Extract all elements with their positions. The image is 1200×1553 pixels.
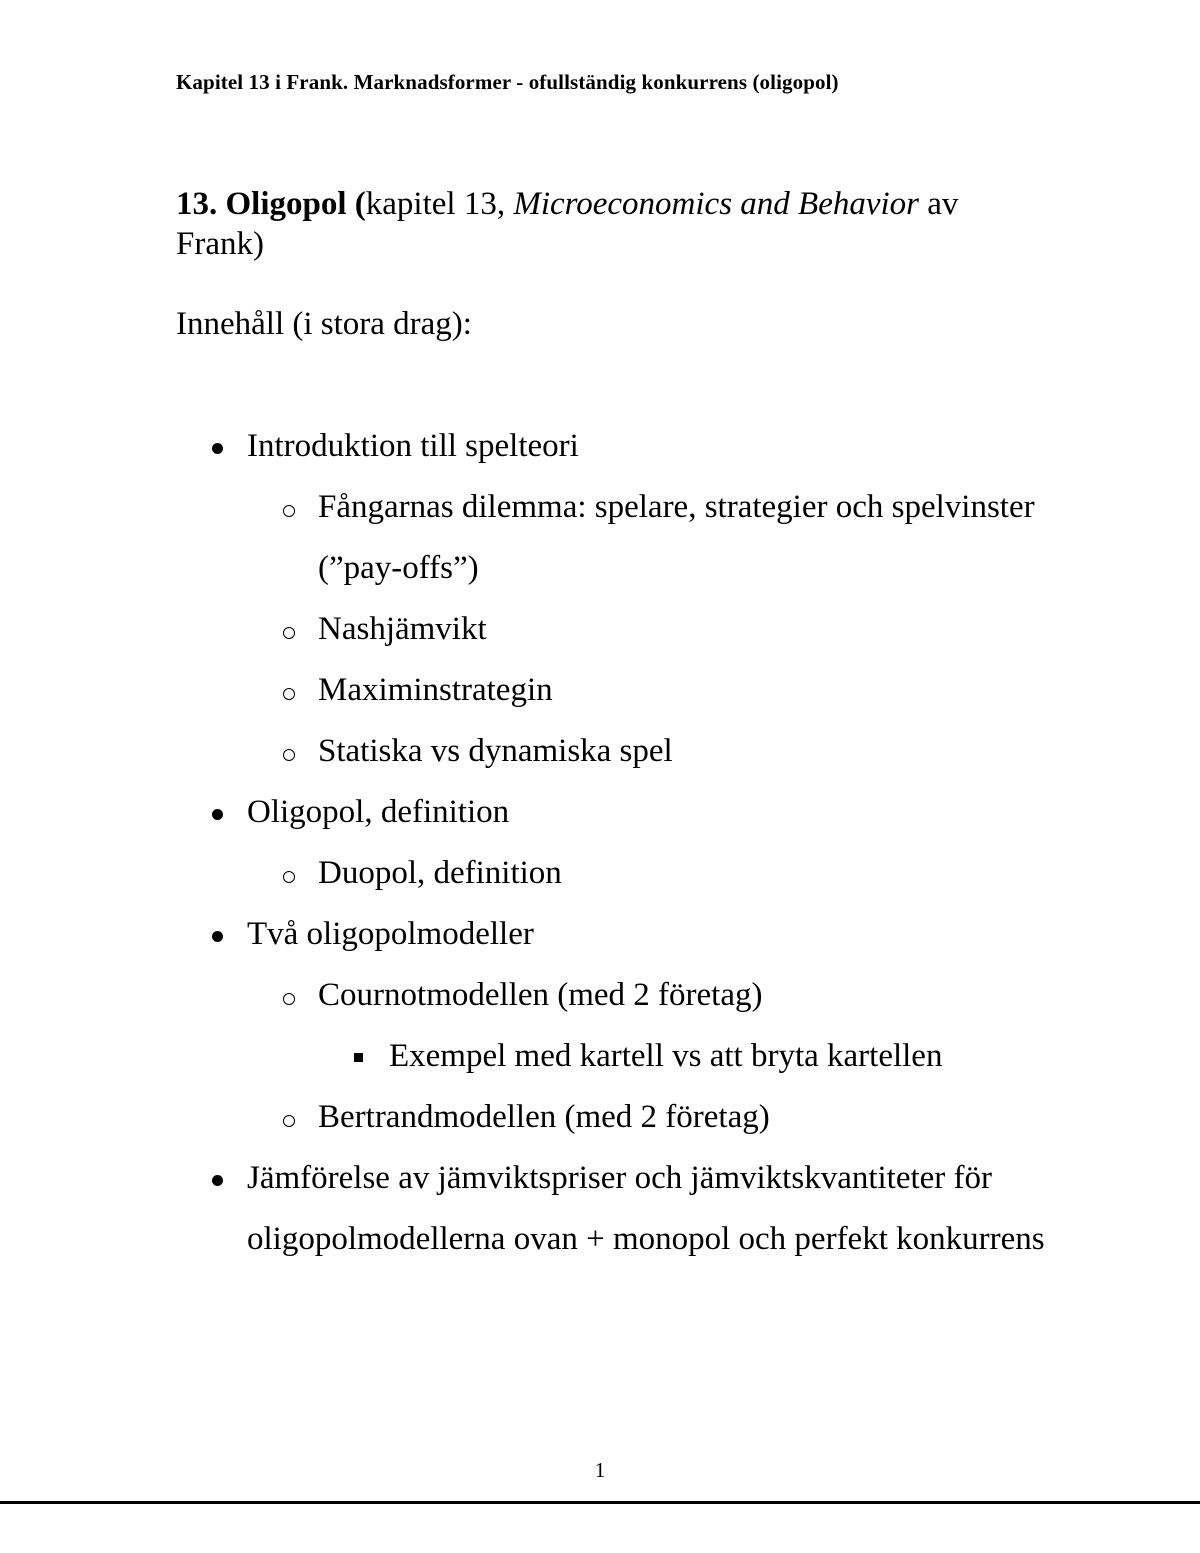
list-item: [176, 721, 1046, 782]
bottom-divider: [0, 1501, 1200, 1504]
list-item-text: Nashjämvikt: [318, 611, 487, 647]
list-item-text: Duopol, definition: [318, 855, 562, 891]
list-item-text: Oligopol, definition: [247, 794, 510, 830]
author-suffix: av Frank): [176, 186, 959, 262]
list-item-text: Jämförelse av jämviktspriser och jämviktskvantiteter för oligopolmodellerna ovan + monopol och perfekt konkurrens: [247, 1160, 1045, 1257]
list-item: [176, 660, 1046, 721]
list-item-text: Maximinstrategin: [318, 672, 553, 708]
list-item-text: Introduktion till spelteori: [247, 428, 579, 464]
list-item-text: Två oligopolmodeller: [247, 916, 534, 952]
list-item: [176, 965, 1046, 1026]
list-item: [176, 1148, 1046, 1270]
list-item: [176, 782, 1046, 843]
bullet-circle-icon: [283, 477, 295, 538]
list-item: [176, 1087, 1046, 1148]
list-item: [176, 843, 1046, 904]
bullet-disc-icon: [212, 1148, 223, 1209]
bullet-circle-icon: [283, 721, 295, 782]
list-item-text: Cournotmodellen (med 2 företag): [318, 977, 763, 1013]
bullet-circle-icon: [283, 965, 295, 1026]
list-item: [176, 477, 1046, 599]
chapter-reference: kapitel 13,: [365, 186, 514, 222]
list-item: [176, 599, 1046, 660]
bullet-disc-icon: [212, 416, 223, 477]
chapter-heading: [176, 184, 1046, 264]
contents-outline: [176, 416, 1046, 1270]
bullet-disc-icon: [212, 904, 223, 965]
list-item-text: Statiska vs dynamiska spel: [318, 733, 673, 769]
bullet-disc-icon: [212, 782, 223, 843]
bullet-circle-icon: [283, 1087, 295, 1148]
list-item: [176, 1026, 1046, 1087]
list-item-text: Exempel med kartell vs att bryta kartellen: [389, 1038, 943, 1074]
book-title: Microeconomics and Behavior: [513, 186, 920, 222]
chapter-number-title: 13. Oligopol (: [176, 186, 366, 222]
running-header: Kapitel 13 i Frank. Marknadsformer - ofullständig konkurrens (oligopol): [176, 70, 839, 94]
list-item: [176, 416, 1046, 477]
bullet-square-icon: [354, 1026, 363, 1087]
list-item: [176, 904, 1046, 965]
list-item-text: Fångarnas dilemma: spelare, strategier och spelvinster (”pay-offs”): [318, 489, 1035, 586]
bullet-circle-icon: [283, 843, 295, 904]
list-item-text: Bertrandmodellen (med 2 företag): [318, 1099, 770, 1135]
contents-label: Innehåll (i stora drag):: [176, 306, 472, 342]
bullet-circle-icon: [283, 599, 295, 660]
page-number: 1: [594, 1458, 606, 1482]
bullet-circle-icon: [283, 660, 295, 721]
